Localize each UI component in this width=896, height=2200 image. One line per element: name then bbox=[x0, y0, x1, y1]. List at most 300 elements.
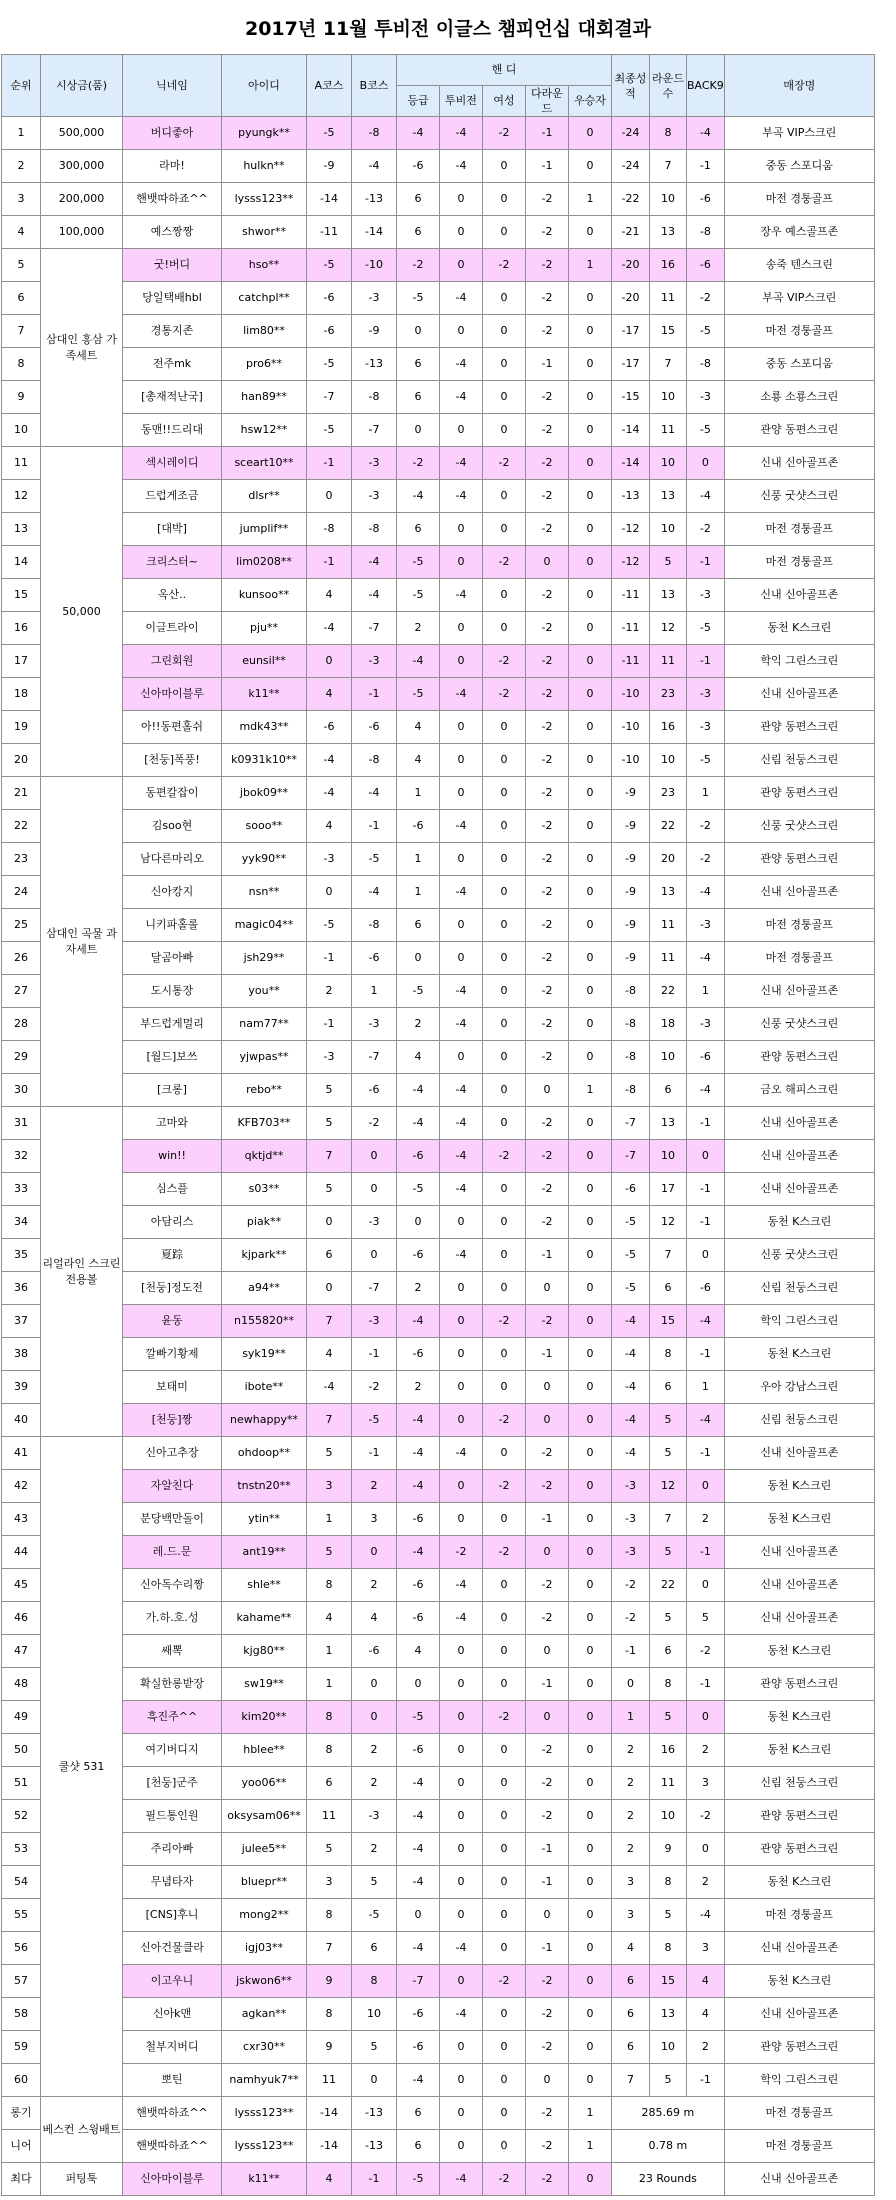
winner-cell: 0 bbox=[569, 1866, 612, 1899]
nickname-cell: 핸뱃따하죠^^ bbox=[123, 2130, 222, 2163]
store-cell: 동천 K스크린 bbox=[724, 612, 874, 645]
id-cell: catchpl** bbox=[222, 282, 307, 315]
table-row bbox=[2, 1305, 875, 1338]
winner-cell: 0 bbox=[569, 1932, 612, 1965]
grade-cell: 0 bbox=[397, 414, 440, 447]
final-cell: 6 bbox=[612, 2031, 650, 2064]
id-cell: ytin** bbox=[222, 1503, 307, 1536]
female-cell: 0 bbox=[483, 2097, 526, 2130]
id-cell: a94** bbox=[222, 1272, 307, 1305]
b-course-cell: -1 bbox=[352, 678, 397, 711]
grade-cell: -6 bbox=[397, 1569, 440, 1602]
prize-cell: 500,000 bbox=[41, 117, 123, 150]
twovision-cell: -4 bbox=[440, 117, 483, 150]
id-cell: ant19** bbox=[222, 1536, 307, 1569]
table-row bbox=[2, 546, 875, 579]
rank-cell: 43 bbox=[2, 1503, 41, 1536]
multi-round-cell: -1 bbox=[526, 1833, 569, 1866]
b-course-cell: 4 bbox=[352, 1602, 397, 1635]
store-cell: 관양 동편스크린 bbox=[724, 843, 874, 876]
nickname-cell: 니키파홀롤 bbox=[123, 909, 222, 942]
twovision-cell: 0 bbox=[440, 1272, 483, 1305]
rounds-cell: 11 bbox=[650, 645, 687, 678]
rank-cell: 19 bbox=[2, 711, 41, 744]
nickname-cell: 버디좋아 bbox=[123, 117, 222, 150]
rank-cell: 10 bbox=[2, 414, 41, 447]
female-cell: -2 bbox=[483, 1140, 526, 1173]
prize-cell: 삼대인 곡물 과자세트 bbox=[41, 777, 123, 1107]
b-course-cell: -2 bbox=[352, 1107, 397, 1140]
id-cell: yoo06** bbox=[222, 1767, 307, 1800]
store-cell: 신내 신아골프존 bbox=[724, 1569, 874, 1602]
b-course-cell: 5 bbox=[352, 2031, 397, 2064]
rounds-cell: 10 bbox=[650, 1800, 687, 1833]
back9-cell: -1 bbox=[687, 1173, 725, 1206]
rounds-cell: 10 bbox=[650, 183, 687, 216]
final-cell: -12 bbox=[612, 513, 650, 546]
b-course-cell: 0 bbox=[352, 1701, 397, 1734]
rank-cell: 9 bbox=[2, 381, 41, 414]
a-course-cell: 7 bbox=[307, 1932, 352, 1965]
rank-cell: 54 bbox=[2, 1866, 41, 1899]
back9-cell: 0 bbox=[687, 1569, 725, 1602]
grade-cell: -4 bbox=[397, 1536, 440, 1569]
table-row bbox=[2, 810, 875, 843]
winner-cell: 0 bbox=[569, 546, 612, 579]
a-course-cell: -14 bbox=[307, 2097, 352, 2130]
prize-cell: 쿨샷 531 bbox=[41, 1437, 123, 2097]
multi-round-cell: -2 bbox=[526, 1965, 569, 1998]
rounds-cell: 11 bbox=[650, 909, 687, 942]
back9-cell: -3 bbox=[687, 909, 725, 942]
rounds-cell: 9 bbox=[650, 1833, 687, 1866]
grade-cell: 6 bbox=[397, 909, 440, 942]
final-cell: -10 bbox=[612, 711, 650, 744]
table-row bbox=[2, 414, 875, 447]
rounds-cell: 11 bbox=[650, 414, 687, 447]
winner-cell: 0 bbox=[569, 1602, 612, 1635]
female-cell: 0 bbox=[483, 513, 526, 546]
multi-round-cell: -2 bbox=[526, 909, 569, 942]
female-cell: 0 bbox=[483, 1503, 526, 1536]
female-cell: -2 bbox=[483, 1701, 526, 1734]
rounds-cell: 11 bbox=[650, 942, 687, 975]
rounds-cell: 23 bbox=[650, 777, 687, 810]
id-cell: k11** bbox=[222, 678, 307, 711]
b-course-cell: -7 bbox=[352, 1272, 397, 1305]
twovision-cell: -4 bbox=[440, 1074, 483, 1107]
store-cell: 중동 스포디움 bbox=[724, 150, 874, 183]
id-cell: mdk43** bbox=[222, 711, 307, 744]
store-cell: 신내 신아골프존 bbox=[724, 447, 874, 480]
multi-round-cell: -1 bbox=[526, 1668, 569, 1701]
final-cell: -21 bbox=[612, 216, 650, 249]
grade-cell: 0 bbox=[397, 1668, 440, 1701]
twovision-cell: 0 bbox=[440, 1371, 483, 1404]
id-cell: jsh29** bbox=[222, 942, 307, 975]
b-course-cell: 2 bbox=[352, 1833, 397, 1866]
rank-cell: 51 bbox=[2, 1767, 41, 1800]
store-cell: 신내 신아골프존 bbox=[724, 1602, 874, 1635]
rank-cell: 58 bbox=[2, 1998, 41, 2031]
header-handicap: 핸 디 bbox=[397, 55, 612, 86]
winner-cell: 0 bbox=[569, 216, 612, 249]
table-row bbox=[2, 579, 875, 612]
twovision-cell: 0 bbox=[440, 1701, 483, 1734]
header-winner: 우승자 bbox=[569, 86, 612, 117]
table-row bbox=[2, 942, 875, 975]
rank-cell: 2 bbox=[2, 150, 41, 183]
header-female: 여성 bbox=[483, 86, 526, 117]
id-cell: yjwpas** bbox=[222, 1041, 307, 1074]
b-course-cell: -4 bbox=[352, 546, 397, 579]
header-a-course: A코스 bbox=[307, 55, 352, 117]
table-row bbox=[2, 1338, 875, 1371]
twovision-cell: -4 bbox=[440, 2163, 483, 2196]
b-course-cell: 5 bbox=[352, 1866, 397, 1899]
grade-cell: 6 bbox=[397, 513, 440, 546]
id-cell: shle** bbox=[222, 1569, 307, 1602]
multi-round-cell: -2 bbox=[526, 480, 569, 513]
twovision-cell: -4 bbox=[440, 150, 483, 183]
store-cell: 신풍 굿샷스크린 bbox=[724, 810, 874, 843]
rounds-cell: 18 bbox=[650, 1008, 687, 1041]
winner-cell: 0 bbox=[569, 1965, 612, 1998]
winner-cell: 0 bbox=[569, 117, 612, 150]
rounds-cell: 12 bbox=[650, 1206, 687, 1239]
a-course-cell: 0 bbox=[307, 876, 352, 909]
back9-cell: -4 bbox=[687, 1899, 725, 1932]
b-course-cell: -5 bbox=[352, 1899, 397, 1932]
id-cell: kim20** bbox=[222, 1701, 307, 1734]
nickname-cell: [천둥]군주 bbox=[123, 1767, 222, 1800]
female-cell: -2 bbox=[483, 678, 526, 711]
final-cell: -7 bbox=[612, 1107, 650, 1140]
nickname-cell: 윤동 bbox=[123, 1305, 222, 1338]
nickname-cell: 주리아빠 bbox=[123, 1833, 222, 1866]
table-row bbox=[2, 1602, 875, 1635]
a-course-cell: 4 bbox=[307, 810, 352, 843]
table-row bbox=[2, 1404, 875, 1437]
rank-cell: 47 bbox=[2, 1635, 41, 1668]
winner-cell: 0 bbox=[569, 876, 612, 909]
b-course-cell: 2 bbox=[352, 1734, 397, 1767]
multi-round-cell: -2 bbox=[526, 282, 569, 315]
rank-cell: 38 bbox=[2, 1338, 41, 1371]
twovision-cell: 0 bbox=[440, 1470, 483, 1503]
final-cell: -13 bbox=[612, 480, 650, 513]
table-row bbox=[2, 150, 875, 183]
nickname-cell: 가.하.호.성 bbox=[123, 1602, 222, 1635]
nickname-cell: 동맨!!드리대 bbox=[123, 414, 222, 447]
nickname-cell: [대박] bbox=[123, 513, 222, 546]
winner-cell: 0 bbox=[569, 1734, 612, 1767]
multi-round-cell: -2 bbox=[526, 942, 569, 975]
multi-round-cell: -2 bbox=[526, 1305, 569, 1338]
back9-cell: 5 bbox=[687, 1602, 725, 1635]
winner-cell: 0 bbox=[569, 579, 612, 612]
final-cell: -3 bbox=[612, 1536, 650, 1569]
female-cell: 0 bbox=[483, 1041, 526, 1074]
id-cell: pyungk** bbox=[222, 117, 307, 150]
a-course-cell: 5 bbox=[307, 1833, 352, 1866]
store-cell: 신내 신아골프존 bbox=[724, 1107, 874, 1140]
multi-round-cell: -2 bbox=[526, 315, 569, 348]
twovision-cell: -4 bbox=[440, 1173, 483, 1206]
table-row bbox=[2, 1140, 875, 1173]
rounds-cell: 10 bbox=[650, 744, 687, 777]
multi-round-cell: 0 bbox=[526, 1074, 569, 1107]
winner-cell: 0 bbox=[569, 909, 612, 942]
back9-cell: 0 bbox=[687, 1701, 725, 1734]
back9-cell: 0 bbox=[687, 1470, 725, 1503]
nickname-cell: 핸뱃따하죠^^ bbox=[123, 183, 222, 216]
b-course-cell: -8 bbox=[352, 513, 397, 546]
back9-cell: -1 bbox=[687, 1338, 725, 1371]
a-course-cell: -1 bbox=[307, 447, 352, 480]
final-cell: -4 bbox=[612, 1437, 650, 1470]
back9-cell: -3 bbox=[687, 711, 725, 744]
final-cell: 6 bbox=[612, 1965, 650, 1998]
multi-round-cell: 0 bbox=[526, 1272, 569, 1305]
store-cell: 학익 그린스크린 bbox=[724, 1305, 874, 1338]
rank-cell: 20 bbox=[2, 744, 41, 777]
multi-round-cell: -1 bbox=[526, 117, 569, 150]
rounds-cell: 7 bbox=[650, 150, 687, 183]
rounds-cell: 13 bbox=[650, 216, 687, 249]
multi-round-cell: -2 bbox=[526, 744, 569, 777]
rounds-cell: 23 bbox=[650, 678, 687, 711]
grade-cell: -4 bbox=[397, 645, 440, 678]
grade-cell: -2 bbox=[397, 447, 440, 480]
rank-cell: 1 bbox=[2, 117, 41, 150]
rounds-cell: 8 bbox=[650, 117, 687, 150]
rounds-cell: 6 bbox=[650, 1635, 687, 1668]
female-cell: 0 bbox=[483, 414, 526, 447]
multi-round-cell: -2 bbox=[526, 1206, 569, 1239]
back9-cell: -8 bbox=[687, 216, 725, 249]
multi-round-cell: -2 bbox=[526, 876, 569, 909]
female-cell: 0 bbox=[483, 711, 526, 744]
twovision-cell: 0 bbox=[440, 1833, 483, 1866]
female-cell: -2 bbox=[483, 1965, 526, 1998]
nickname-cell: 심스플 bbox=[123, 1173, 222, 1206]
twovision-cell: 0 bbox=[440, 2097, 483, 2130]
nickname-cell: 경통지존 bbox=[123, 315, 222, 348]
rank-cell: 42 bbox=[2, 1470, 41, 1503]
final-cell: -20 bbox=[612, 282, 650, 315]
twovision-cell: 0 bbox=[440, 843, 483, 876]
store-cell: 동천 K스크린 bbox=[724, 1206, 874, 1239]
nickname-cell: 전주mk bbox=[123, 348, 222, 381]
b-course-cell: -3 bbox=[352, 1305, 397, 1338]
twovision-cell: 0 bbox=[440, 1734, 483, 1767]
prize-cell: 200,000 bbox=[41, 183, 123, 216]
grade-cell: -6 bbox=[397, 1239, 440, 1272]
grade-cell: -6 bbox=[397, 1734, 440, 1767]
winner-cell: 0 bbox=[569, 348, 612, 381]
b-course-cell: -6 bbox=[352, 1635, 397, 1668]
store-cell: 신내 신아골프존 bbox=[724, 975, 874, 1008]
back9-cell: -2 bbox=[687, 810, 725, 843]
store-cell: 신풍 굿샷스크린 bbox=[724, 480, 874, 513]
nickname-cell: 동편칼잡이 bbox=[123, 777, 222, 810]
b-course-cell: 0 bbox=[352, 1140, 397, 1173]
store-cell: 금오 해피스크린 bbox=[724, 1074, 874, 1107]
id-cell: k11** bbox=[222, 2163, 307, 2196]
table-row bbox=[2, 2064, 875, 2097]
final-cell: -3 bbox=[612, 1470, 650, 1503]
final-cell: -12 bbox=[612, 546, 650, 579]
twovision-cell: 0 bbox=[440, 414, 483, 447]
multi-round-cell: -2 bbox=[526, 645, 569, 678]
final-cell: -9 bbox=[612, 876, 650, 909]
grade-cell: -5 bbox=[397, 975, 440, 1008]
final-cell: 3 bbox=[612, 1866, 650, 1899]
winner-cell: 1 bbox=[569, 1074, 612, 1107]
multi-round-cell: -1 bbox=[526, 1503, 569, 1536]
final-cell: -24 bbox=[612, 150, 650, 183]
final-cell: 7 bbox=[612, 2064, 650, 2097]
multi-round-cell: -2 bbox=[526, 612, 569, 645]
b-course-cell: 6 bbox=[352, 1932, 397, 1965]
store-cell: 신내 신아골프존 bbox=[724, 2163, 874, 2196]
winner-cell: 0 bbox=[569, 744, 612, 777]
final-cell: -8 bbox=[612, 1008, 650, 1041]
store-cell: 마전 경퉁골프 bbox=[724, 513, 874, 546]
b-course-cell: -8 bbox=[352, 117, 397, 150]
rounds-cell: 5 bbox=[650, 1437, 687, 1470]
rank-cell: 41 bbox=[2, 1437, 41, 1470]
grade-cell: 0 bbox=[397, 1206, 440, 1239]
female-cell: 0 bbox=[483, 975, 526, 1008]
nickname-cell: 크리스터~ bbox=[123, 546, 222, 579]
grade-cell: 4 bbox=[397, 744, 440, 777]
table-row bbox=[2, 612, 875, 645]
final-cell: -6 bbox=[612, 1173, 650, 1206]
header-back9: BACK9 bbox=[687, 55, 725, 117]
grade-cell: -5 bbox=[397, 546, 440, 579]
winner-cell: 0 bbox=[569, 843, 612, 876]
results-table bbox=[1, 54, 875, 2196]
a-course-cell: 6 bbox=[307, 1239, 352, 1272]
back9-cell: -2 bbox=[687, 1800, 725, 1833]
award-label-cell: 최다 bbox=[2, 2163, 41, 2196]
nickname-cell: 신아독수리짱 bbox=[123, 1569, 222, 1602]
id-cell: you** bbox=[222, 975, 307, 1008]
grade-cell: -5 bbox=[397, 678, 440, 711]
grade-cell: 6 bbox=[397, 381, 440, 414]
rounds-cell: 8 bbox=[650, 1866, 687, 1899]
grade-cell: -4 bbox=[397, 1437, 440, 1470]
rounds-cell: 22 bbox=[650, 810, 687, 843]
multi-round-cell: -2 bbox=[526, 1173, 569, 1206]
rank-cell: 36 bbox=[2, 1272, 41, 1305]
id-cell: hulkn** bbox=[222, 150, 307, 183]
multi-round-cell: -2 bbox=[526, 381, 569, 414]
id-cell: bluepr** bbox=[222, 1866, 307, 1899]
multi-round-cell: 0 bbox=[526, 1899, 569, 1932]
nickname-cell: 달곰아빠 bbox=[123, 942, 222, 975]
a-course-cell: -1 bbox=[307, 546, 352, 579]
grade-cell: 0 bbox=[397, 1899, 440, 1932]
winner-cell: 1 bbox=[569, 2097, 612, 2130]
female-cell: 0 bbox=[483, 1899, 526, 1932]
table-row bbox=[2, 1239, 875, 1272]
rank-cell: 17 bbox=[2, 645, 41, 678]
id-cell: pro6** bbox=[222, 348, 307, 381]
nickname-cell: 보태미 bbox=[123, 1371, 222, 1404]
back9-cell: -4 bbox=[687, 942, 725, 975]
female-cell: 0 bbox=[483, 1866, 526, 1899]
multi-round-cell: -2 bbox=[526, 249, 569, 282]
rounds-cell: 5 bbox=[650, 1536, 687, 1569]
id-cell: dlsr** bbox=[222, 480, 307, 513]
table-row bbox=[2, 1503, 875, 1536]
female-cell: 0 bbox=[483, 348, 526, 381]
a-course-cell: 4 bbox=[307, 2163, 352, 2196]
a-course-cell: 5 bbox=[307, 1437, 352, 1470]
store-cell: 마전 경퉁골프 bbox=[724, 2097, 874, 2130]
twovision-cell: 0 bbox=[440, 216, 483, 249]
store-cell: 마전 경퉁골프 bbox=[724, 183, 874, 216]
a-course-cell: -4 bbox=[307, 744, 352, 777]
multi-round-cell: -2 bbox=[526, 678, 569, 711]
final-cell: -24 bbox=[612, 117, 650, 150]
winner-cell: 0 bbox=[569, 1041, 612, 1074]
table-row bbox=[2, 480, 875, 513]
a-course-cell: 9 bbox=[307, 2031, 352, 2064]
grade-cell: 6 bbox=[397, 183, 440, 216]
table-row bbox=[2, 1041, 875, 1074]
nickname-cell: 깔빠기황제 bbox=[123, 1338, 222, 1371]
back9-cell: 0 bbox=[687, 1833, 725, 1866]
a-course-cell: 5 bbox=[307, 1173, 352, 1206]
rank-cell: 53 bbox=[2, 1833, 41, 1866]
winner-cell: 0 bbox=[569, 975, 612, 1008]
nickname-cell: 레.드.문 bbox=[123, 1536, 222, 1569]
grade-cell: -6 bbox=[397, 2031, 440, 2064]
winner-cell: 0 bbox=[569, 150, 612, 183]
a-course-cell: 5 bbox=[307, 1536, 352, 1569]
rank-cell: 13 bbox=[2, 513, 41, 546]
winner-cell: 0 bbox=[569, 1437, 612, 1470]
a-course-cell: -1 bbox=[307, 942, 352, 975]
id-cell: yyk90** bbox=[222, 843, 307, 876]
grade-cell: -4 bbox=[397, 1107, 440, 1140]
final-cell: 2 bbox=[612, 1833, 650, 1866]
multi-round-cell: 0 bbox=[526, 1536, 569, 1569]
grade-cell: -5 bbox=[397, 1173, 440, 1206]
prize-cell: 리얼라인 스크린 전용볼 bbox=[41, 1107, 123, 1437]
store-cell: 신내 신아골프존 bbox=[724, 1437, 874, 1470]
rounds-cell: 11 bbox=[650, 282, 687, 315]
twovision-cell: -4 bbox=[440, 810, 483, 843]
table-row bbox=[2, 645, 875, 678]
store-cell: 신내 신아골프존 bbox=[724, 1998, 874, 2031]
multi-round-cell: -2 bbox=[526, 843, 569, 876]
grade-cell: -6 bbox=[397, 1140, 440, 1173]
back9-cell: -4 bbox=[687, 480, 725, 513]
a-course-cell: -4 bbox=[307, 777, 352, 810]
female-cell: 0 bbox=[483, 1206, 526, 1239]
back9-cell: -5 bbox=[687, 612, 725, 645]
store-cell: 관양 동편스크린 bbox=[724, 414, 874, 447]
rounds-cell: 15 bbox=[650, 1965, 687, 1998]
winner-cell: 0 bbox=[569, 1998, 612, 2031]
female-cell: 0 bbox=[483, 876, 526, 909]
nickname-cell: 고마와 bbox=[123, 1107, 222, 1140]
